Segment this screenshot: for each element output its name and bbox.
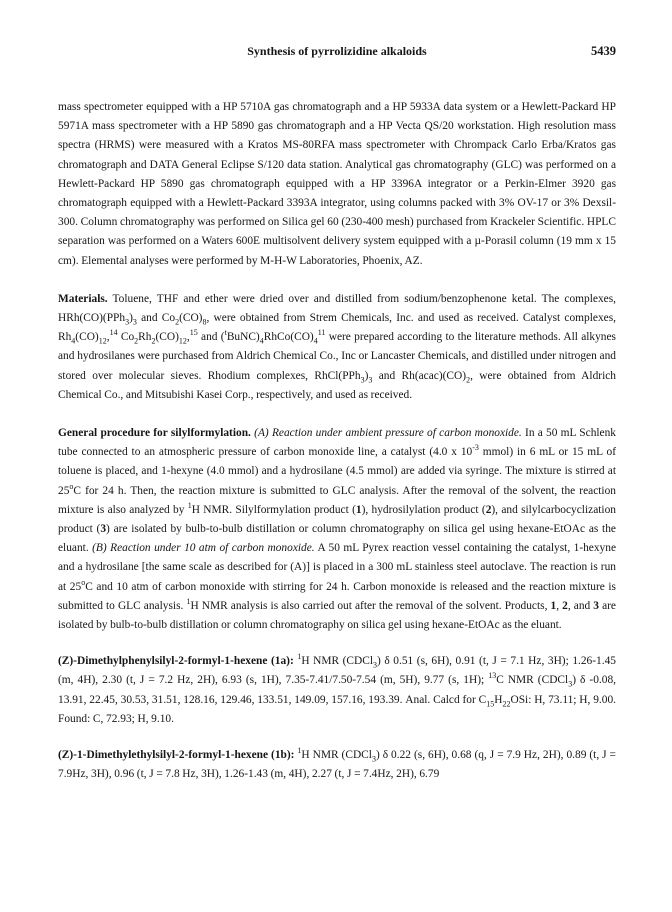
page-number: 5439	[591, 44, 616, 58]
compound-1b-paragraph: (Z)-1-Dimethylethylsilyl-2-formyl-1-hexene (1b): $^1$H NMR (CDCl$_3$) δ 0.22 (s, 6H), 0.68 (q, J = 7.9 Hz, 2H), 0.89 (t, J = 7.9Hz, 3H), 0.96 (t, J = 7.8 Hz, 3H), 1.26-1.43 (m, 4H), 2.27 (t, J = 7.4Hz, 2H), 6.79	[58, 746, 616, 781]
compound-1b-heading: (Z)-1-Dimethylethylsilyl-2-formyl-1-hexene (1b):	[58, 749, 295, 762]
procedure-a-heading: (A) Reaction under ambient pressure of carbon monoxide.	[254, 427, 522, 440]
general-procedure-paragraph: General procedure for silylformylation. (A) Reaction under ambient pressure of carbon monoxide. In a 50 mL Schlenk tube connected to an atmospheric pressure of carbon monoxide line, a catalyst (4.0 x $10^{-3}$ mmol) in 6 mL or 15 mL of toluene is placed, and 1-hexyne (4.0 mmol) and a hydrosilane (4.5 mmol) are added via syringe. The mixture is stirred at 25$^o$C for 24 h. Then, the reaction mixture is submitted to GLC analysis. After the removal of the solvent, the reaction mixture is also analyzed by $^1$H NMR. Silylformylation product (1), hydrosilylation product (2), and silylcarbocyclization product (3) are isolated by bulb-to-bulb distillation or column chromatography on silica gel using hexane-EtOAc as the eluant. (B) Reaction under 10 atm of carbon monoxide. A 50 mL Pyrex reaction vessel containing the catalyst, 1-hexyne and a hydrosilane [the same scale as described for (A)] is placed in a 300 mL stainless steel autoclave. The reaction is run at 25$^o$C and 10 atm of carbon monoxide with stirring for 24 h. Carbon monoxide is released and the reaction mixture is submitted to GLC analysis. $^1$H NMR analysis is also carried out after the removal of the solvent. Products, 1, 2, and 3 are isolated by bulb-to-bulb distillation or column chromatography on silica gel using hexane-EtOAc as the eluant.	[58, 427, 617, 632]
citation-ref: 15	[189, 328, 198, 338]
document-page	[58, 44, 616, 785]
citation-ref: 14	[109, 328, 118, 338]
compound-1a-heading: (Z)-Dimethylphenylsilyl-2-formyl-1-hexene (1a):	[58, 655, 294, 668]
general-procedure-heading: General procedure for silylformylation.	[58, 427, 251, 440]
running-title: Synthesis of pyrrolizidine alkaloids	[247, 44, 427, 58]
instrumentation-paragraph: mass spectrometer equipped with a HP 5710A gas chromatograph and a HP 5933A data system or a Hewlett-Packard HP 5971A mass spectrometer with a HP 5890 gas chromatograph and a HP Vecta QS/20 workstation. High resolution mass spectra (HRMS) were measured with a Kratos MS-80RFA mass spectrometer with Chrompack Carlo Erba/Kratos gas chromatograph and DATA General Eclipse S/120 data station. Analytical gas chromatography (GLC) was performed on a Hewlett-Packard HP 5890 gas chromatograph equipped with a HP 3396A integrator or a Perkin-Elmer 3920 gas chromatograph equipped with a Hewlett-Packard 3393A integrator, using columns packed with 3% OV-17 or 3% Dexsil-300. Column chromatography was performed on Silica gel 60 (230-400 mesh) purchased from Krackeler Scientific. HPLC separation was performed on a Waters 600E multisolvent delivery system equipped with a µ-Porasil column (19 mm x 15 cm). Elemental analyses were performed by M-H-W Laboratories, Phoenix, AZ.	[58, 101, 616, 267]
citation-ref: 11	[317, 328, 326, 338]
running-header	[58, 44, 616, 72]
materials-heading: Materials.	[58, 292, 108, 305]
compound-1a-paragraph: (Z)-Dimethylphenylsilyl-2-formyl-1-hexene (1a): $^1$H NMR (CDCl$_3$) δ 0.51 (s, 6H), 0.91 (t, J = 7.1 Hz, 3H); 1.26-1.45 (m, 4H), 2.30 (t, J = 7.2 Hz, 2H), 6.93 (s, 1H), 7.35-7.41/7.50-7.54 (m, 5H), 9.77 (s, 1H); $^{13}$C NMR (CDCl$_3$) δ -0.08, 13.91, 22.45, 30.53, 31.51, 128.16, 129.46, 133.51, 149.09, 157.16, 193.39. Anal. Calcd for $C_{15}H_{22}OSi$: H, 73.11; H, 9.00. Found: C, 72.93; H, 9.10.	[58, 652, 616, 725]
procedure-b-heading: (B) Reaction under 10 atm of carbon monoxide.	[92, 542, 315, 555]
materials-paragraph: Materials. Toluene, THF and ether were dried over and distilled from sodium/benzophenone ketal. The complexes, $HRh(CO)(PPh_3)_3$ and $Co_2(CO)_8$, were obtained from Strem Chemicals, Inc. and used as received. Catalyst complexes, $Rh_4(CO)_{12},^{14}$ $Co_2Rh_2(CO)_{12},^{15}$ and $(^tBuNC)_4RhCo(CO)_4^{11}$ were prepared according to the literature methods. All alkynes and hydrosilanes were purchased from Aldrich Chemical Co., Inc or Lancaster Chemicals, and distilled under nitrogen and stored over molecular sieves. Rhodium complexes, $RhCl(PPh_3)_3$ and $Rh(acac)(CO)_2$, were obtained from Aldrich Chemical Co., and Mitsubishi Kasei Corp., respectively, and used as received.	[58, 292, 616, 401]
